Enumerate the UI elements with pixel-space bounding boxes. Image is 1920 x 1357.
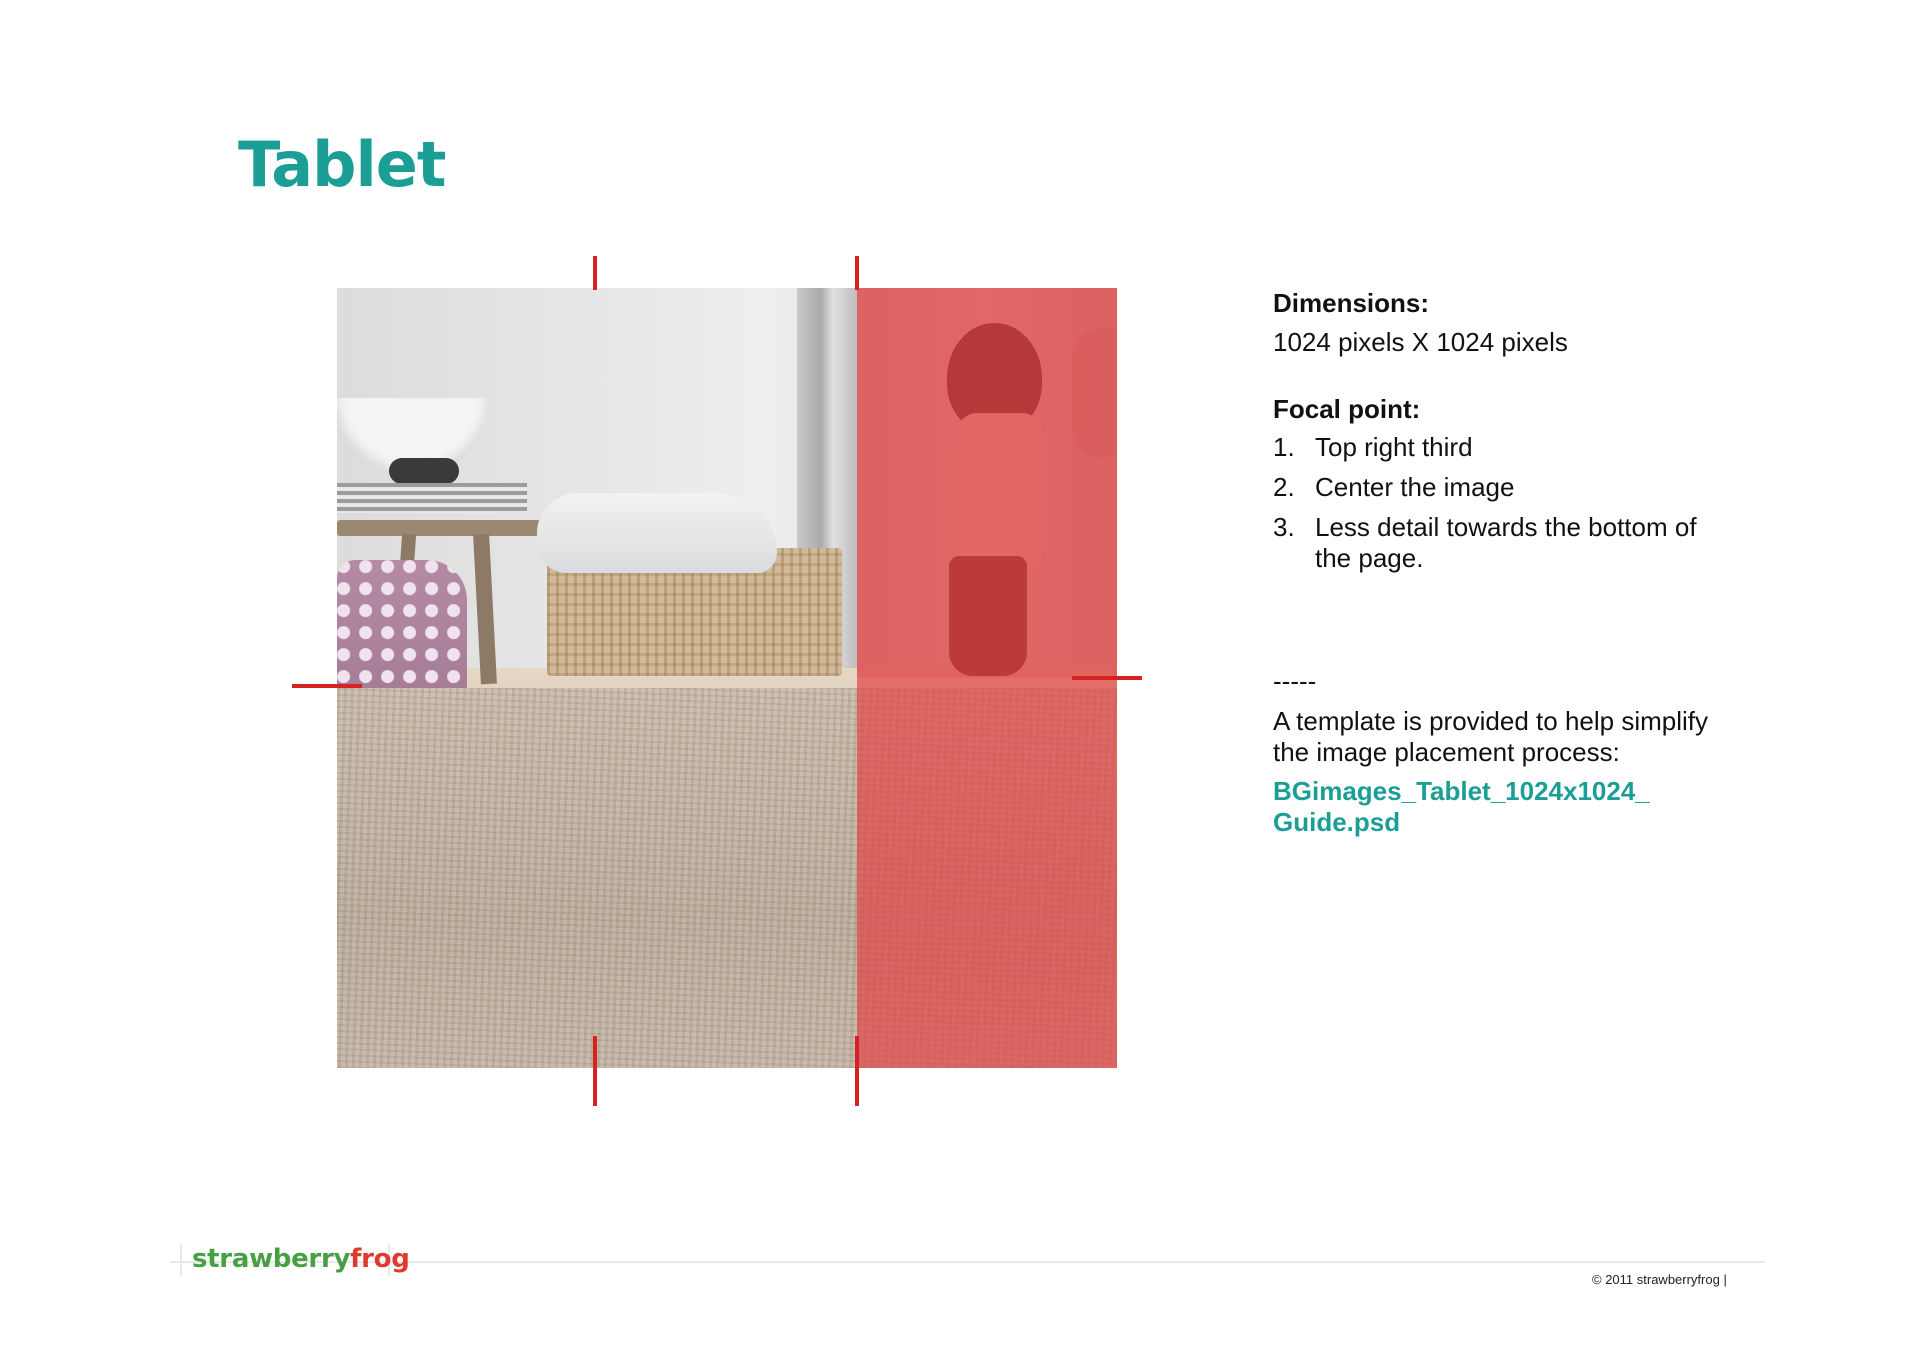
photo-stones [389, 458, 459, 484]
photo-blanket [537, 493, 777, 573]
focal-point-list [1273, 432, 1713, 575]
crop-mark-bottom-right [855, 1036, 859, 1106]
template-note: A template is provided to help simplify the image placement process: [1273, 705, 1708, 767]
focal-overlay-top-third [857, 288, 1117, 678]
crop-mark-bottom-left [593, 1036, 597, 1106]
page-title: Tablet [238, 128, 446, 201]
dimensions-label: Dimensions: [1273, 288, 1430, 318]
list-item: 2. Center the image [1273, 471, 1515, 502]
separator: ----- [1273, 666, 1317, 697]
dimensions-value: 1024 pixels X 1024 pixels [1273, 327, 1568, 358]
copyright-text: © 2011 strawberryfrog | [1592, 1272, 1727, 1287]
crop-mark-left [292, 684, 362, 688]
crop-mark-right [1072, 676, 1142, 680]
list-item: 3. Less detail towards the bottom of the page. [1273, 511, 1697, 574]
crop-mark-top-right [855, 256, 859, 290]
crop-mark-top-left [593, 256, 597, 290]
template-file-link[interactable]: BGimages_Tablet_1024x1024_ Guide.psd [1273, 775, 1650, 838]
strawberryfrog-logo: strawberryfrog [192, 1244, 410, 1274]
photo-books [337, 483, 527, 513]
photo-table [337, 520, 562, 536]
sample-photo [337, 288, 1117, 1068]
list-item: 1. Top right third [1273, 431, 1473, 462]
photo-pouf [337, 560, 467, 695]
logo-divider [180, 1244, 182, 1276]
specs-panel [1273, 288, 1713, 838]
focal-point-label: Focal point: [1273, 394, 1421, 425]
